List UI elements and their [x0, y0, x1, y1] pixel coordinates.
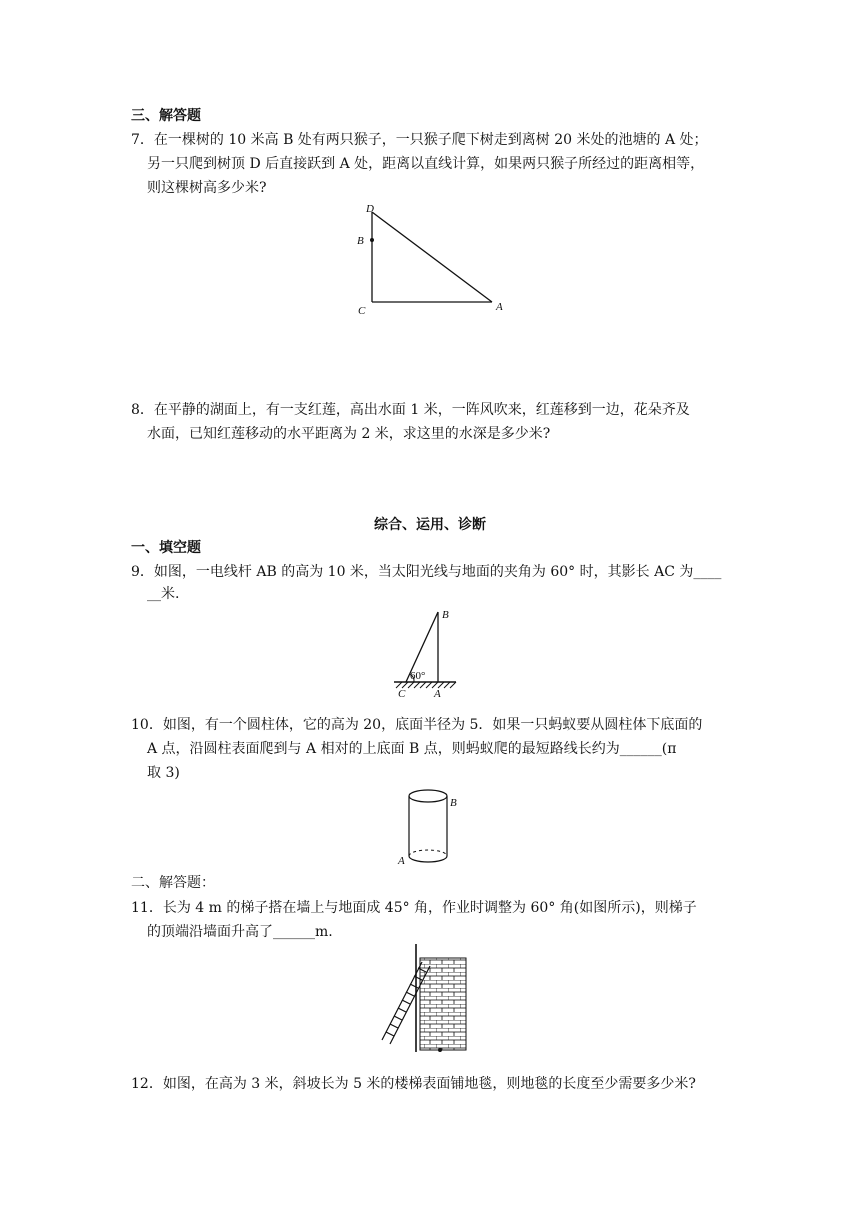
angle-label: 60° — [410, 670, 426, 682]
question-10-line-1: 10．如图，有一个圆柱体，它的高为 20，底面半径为 5．如果一只蚂蚁要从圆柱体下底面的 — [131, 717, 703, 733]
ladder-wall-figure — [376, 940, 472, 1056]
pole-shadow-figure — [390, 604, 470, 700]
question-12-line-1: 12．如图，在高为 3 米，斜坡长为 5 米的楼梯表面铺地毯，则地毯的长度至少需要多少米? — [131, 1076, 696, 1092]
question-9-line-1: 9．如图，一电线杆 AB 的高为 10 米，当太阳光线与地面的夹角为 60° 时，其影长 AC 为____ — [131, 564, 722, 580]
bottom-back-arc — [409, 850, 447, 856]
ground-dot — [438, 1048, 442, 1052]
section-heading-fill: 一、填空题 — [131, 540, 201, 556]
label-b: B — [450, 797, 457, 809]
question-8-line-1: 8．在平静的湖面上，有一支红莲，高出水面 1 米，一阵风吹来，红莲移到一边，花朵齐及 — [131, 402, 690, 418]
question-11-line-2: 的顶端沿墙面升高了______m. — [147, 924, 333, 940]
tree-triangle-figure — [350, 196, 520, 326]
label-a: A — [434, 688, 441, 700]
question-9-line-2: __米. — [147, 586, 180, 602]
question-10-line-2: A 点，沿圆柱表面爬到与 A 相对的上底面 B 点，则蚂蚁爬的最短路线长约为______(π — [147, 741, 677, 757]
point-b-dot — [370, 238, 374, 242]
question-11-line-1: 11．长为 4 m 的梯子搭在墙上与地面成 45° 角，作业时调整为 60° 角(如图所示)，则梯子 — [131, 900, 697, 916]
label-b: B — [442, 609, 449, 621]
question-7-line-3: 则这棵树高多少米? — [147, 180, 267, 196]
hypotenuse-da — [372, 212, 492, 302]
label-a: A — [496, 301, 503, 313]
section-heading-answer: 三、解答题 — [131, 108, 201, 124]
bottom-front-arc — [409, 856, 447, 862]
cylinder-figure — [396, 784, 466, 870]
section-heading-solve: 二、解答题： — [131, 875, 215, 891]
question-8-line-2: 水面，已知红莲移动的水平距离为 2 米，求这里的水深是多少米? — [147, 426, 551, 442]
section-title-comprehensive: 综合、运用、诊断 — [374, 517, 486, 533]
question-7-line-1: 7．在一棵树的 10 米高 B 处有两只猴子，一只猴子爬下树走到离树 20 米处的池塘的 A 处； — [131, 132, 708, 148]
question-7-line-2: 另一只爬到树顶 D 后直接跃到 A 处，距离以直线计算，如果两只猴子所经过的距离相等， — [147, 156, 705, 172]
question-10-line-3: 取 3) — [147, 765, 180, 781]
label-c: C — [358, 305, 366, 317]
top-ellipse — [409, 790, 447, 802]
label-c: C — [398, 688, 406, 700]
label-b: B — [357, 235, 364, 247]
label-d: D — [366, 203, 374, 215]
label-a: A — [398, 855, 405, 867]
